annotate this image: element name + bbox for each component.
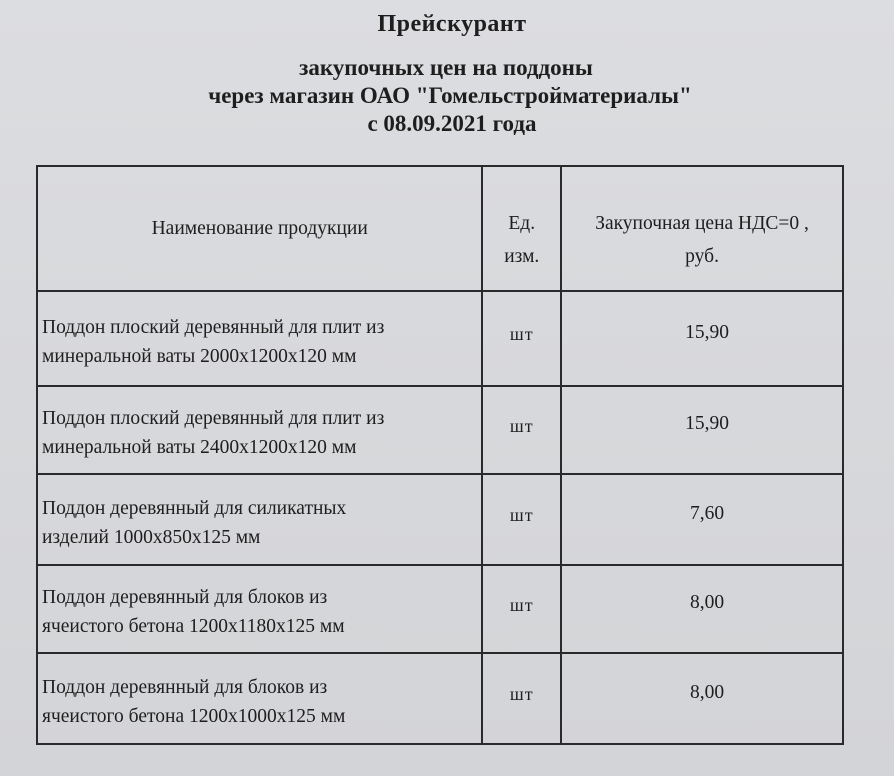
column-header-price-line2: руб. (685, 246, 719, 267)
product-name-cell (37, 565, 482, 653)
product-name-line: изделий 1000х850х125 мм (42, 526, 261, 548)
unit-cell: шт (482, 386, 561, 474)
table-row (37, 291, 843, 386)
product-name-cell (37, 291, 482, 386)
column-header-name: Наименование продукции (37, 166, 482, 291)
product-name-cell (37, 474, 482, 565)
price-cell: 8,00 (561, 565, 843, 653)
unit-cell: шт (482, 291, 561, 386)
document-title: Прейскурант (377, 11, 527, 37)
product-name-line: Поддон деревянный для силикатных (42, 497, 347, 519)
column-header-unit-line2: изм. (504, 246, 540, 267)
product-name-line: Поддон деревянный для блоков из (42, 676, 328, 698)
product-name-line: минеральной ваты 2000х1200х120 мм (42, 345, 357, 367)
unit-cell: шт (482, 474, 561, 565)
column-header-price-line1: Закупочная цена НДС=0 , (595, 213, 809, 234)
product-name-cell (37, 653, 482, 744)
table-row (37, 386, 843, 474)
price-cell: 8,00 (561, 653, 843, 744)
price-cell: 15,90 (561, 386, 843, 474)
price-cell: 15,90 (561, 291, 843, 386)
document-date: с 08.09.2021 года (367, 111, 537, 136)
product-name-line: Поддон плоский деревянный для плит из (42, 408, 385, 429)
document-subtitle-store: через магазин ОАО "Гомельстройматериалы" (208, 83, 692, 108)
column-header-unit-line1: Ед. (508, 213, 536, 234)
unit-cell: шт (482, 565, 561, 653)
price-cell: 7,60 (561, 474, 843, 565)
unit-cell: шт (482, 653, 561, 744)
product-name-line: ячеистого бетона 1200х1180х125 мм (42, 616, 345, 637)
product-name-line: минеральной ваты 2400х1200х120 мм (42, 437, 357, 458)
product-name-line: ячеистого бетона 1200х1000х125 мм (42, 705, 346, 727)
table-header-row (37, 166, 843, 291)
table-row (37, 474, 843, 565)
product-name-line: Поддон деревянный для блоков из (42, 587, 328, 608)
document-subtitle: закупочных цен на поддоны (299, 55, 593, 80)
column-header-unit (482, 166, 561, 291)
price-table (36, 165, 844, 745)
table-row (37, 653, 843, 744)
product-name-line: Поддон плоский деревянный для плит из (42, 316, 385, 338)
document-header (0, 10, 894, 138)
product-name-cell (37, 386, 482, 474)
table-row (37, 565, 843, 653)
column-header-price (561, 166, 843, 291)
